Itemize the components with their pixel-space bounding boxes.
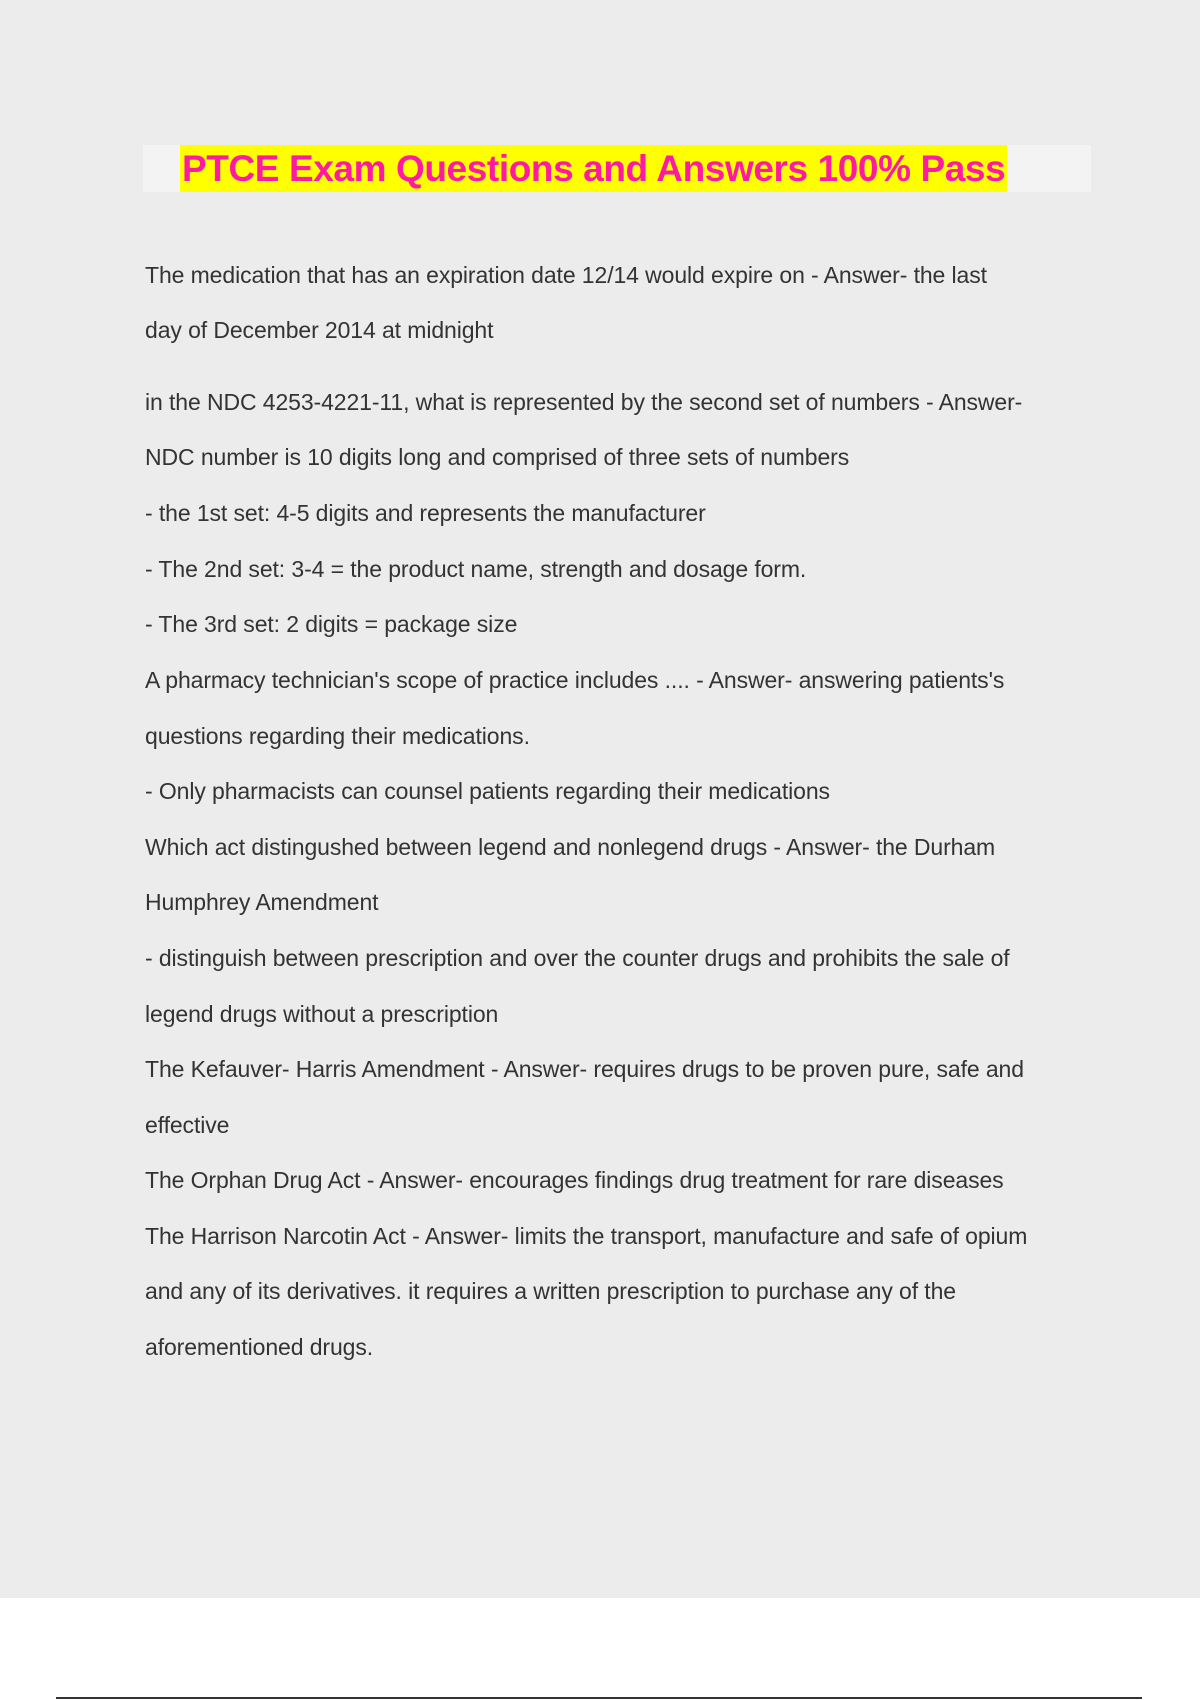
text-line: Which act distingushed between legend and nonlegend drugs - Answer- the Durham [145,834,996,860]
text-line: The medication that has an expiration date 12/14 would expire on - Answer- the last [145,262,987,288]
text-line: The Harrison Narcotin Act - Answer- limits the transport, manufacture and safe of opium [145,1223,1028,1249]
text-line: day of December 2014 at midnight [145,317,494,343]
document-title: PTCE Exam Questions and Answers 100% Pass [180,145,1007,192]
text-line: - the 1st set: 4-5 digits and represents the manufacturer [145,500,706,526]
text-line: - Only pharmacists can counsel patients regarding their medications [145,778,830,804]
text-line: NDC number is 10 digits long and comprised of three sets of numbers [145,444,850,470]
text-line: - distinguish between prescription and over the counter drugs and prohibits the sale of [145,945,1010,971]
text-line: questions regarding their medications. [145,723,530,749]
text-line: aforementioned drugs. [145,1334,374,1360]
text-line: A pharmacy technician's scope of practice includes .... - Answer- answering patients's [145,667,1005,693]
text-line: in the NDC 4253-4221-11, what is represented by the second set of numbers - Answer- [145,389,1023,415]
text-line: The Orphan Drug Act - Answer- encourages findings drug treatment for rare diseases [145,1167,1004,1193]
text-line: The Kefauver- Harris Amendment - Answer- requires drugs to be proven pure, safe and [145,1056,1024,1082]
text-line: - The 3rd set: 2 digits = package size [145,611,518,637]
text-line: and any of its derivatives. it requires a written prescription to purchase any of the [145,1278,956,1304]
footer-divider [56,1697,1142,1699]
text-line: legend drugs without a prescription [145,1001,499,1027]
text-line: - The 2nd set: 3-4 = the product name, strength and dosage form. [145,556,807,582]
text-line: Humphrey Amendment [145,889,379,915]
text-line: effective [145,1112,230,1138]
